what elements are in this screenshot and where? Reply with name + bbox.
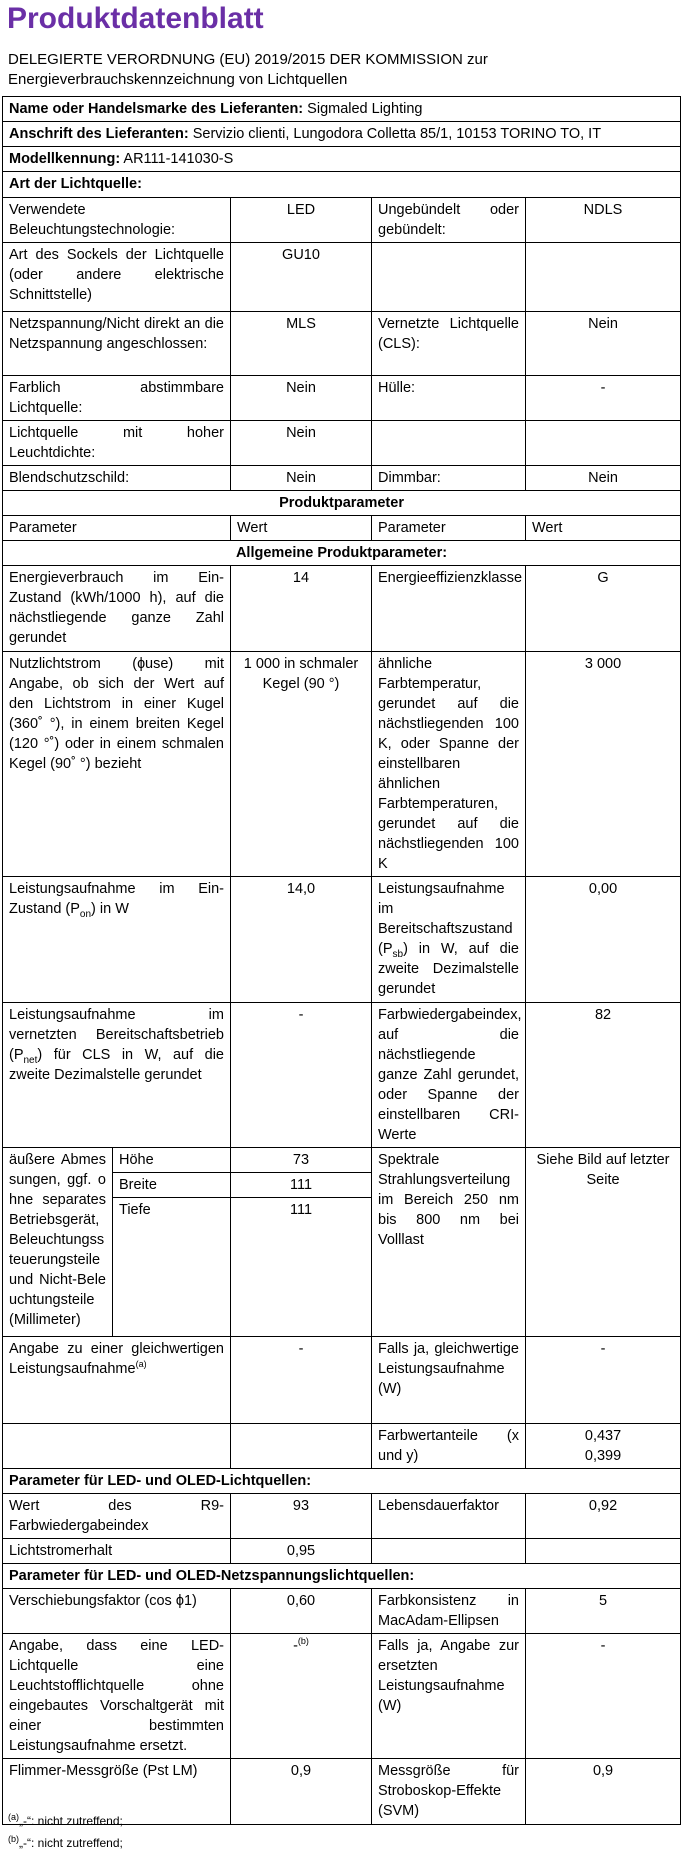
column-header-row — [3, 516, 681, 541]
stroboscopic-metric-value: 0,9 — [526, 1759, 681, 1825]
replacement-claim-label: Angabe, dass eine LED-Lichtquelle eine Leuchtstofflichtquelle ohne eingebautes Vorschaltgerät mit einer bestimmten Leistungsaufnahme ersetzt. — [3, 1634, 231, 1759]
colour-consistency-label: Farbkonsistenz in MacAdam-Ellipsen — [372, 1589, 526, 1634]
mains-parameters-heading: Parameter für LED- und OLED-Netzspannungslichtquellen: — [3, 1564, 681, 1589]
general-parameters-heading: Allgemeine Produktparameter: — [3, 541, 681, 566]
type-param: Farblich abstimmbare Lichtquelle: — [3, 376, 231, 421]
lumen-maintenance-value: 0,95 — [231, 1539, 372, 1564]
type-row — [3, 421, 681, 466]
energy-consumption-label: Energieverbrauch im Ein-Zustand (kWh/1000 h), auf die nächstliegende ganze Zahl gerundet — [3, 566, 231, 652]
dimensions-row — [3, 1148, 681, 1173]
type-param: Ungebündelt oder gebündelt: — [372, 198, 526, 243]
datasheet-table — [2, 96, 681, 1825]
type-param — [372, 421, 526, 466]
color-temperature-label: ähnliche Farbtemperatur, gerundet auf die nächstliegenden 100 K, oder Spanne der einstellbaren ähnlichen Farbtemperaturen, gerundet auf die nächstliegenden 100 K — [372, 652, 526, 877]
footnotes — [8, 1810, 123, 1854]
on-mode-power-value: 14,0 — [231, 877, 372, 1003]
regulation-subtitle: DELEGIERTE VERORDNUNG (EU) 2019/2015 DER KOMMISSION zur Energieverbrauchskennzeichnung von Lichtquellen — [8, 51, 488, 88]
supplier-address-row — [3, 122, 681, 147]
type-param: Vernetzte Lichtquelle (CLS): — [372, 312, 526, 376]
depth-value: 111 — [231, 1198, 372, 1337]
flux-row — [3, 652, 681, 877]
equivalent-power-row — [3, 1337, 681, 1424]
footnote-a: $^{(a)}$„-“: nicht zutreffend; — [8, 1812, 123, 1828]
efficiency-class-label: Energieeffizienzklasse — [372, 566, 526, 652]
type-row — [3, 376, 681, 421]
type-param: Netzspannung/Nicht direkt an die Netzspannung angeschlossen: — [3, 312, 231, 376]
replacement-row — [3, 1634, 681, 1759]
replacement-claim-value: -$^{(b)}$ — [231, 1634, 372, 1759]
type-value: GU10 — [231, 243, 372, 312]
network-standby-row — [3, 1003, 681, 1148]
cri-label: Farbwiedergabeindex, auf die nächstliegende ganze Zahl gerundet, oder Spanne der einstellbaren CRI-Werte — [372, 1003, 526, 1148]
chromaticity-row — [3, 1424, 681, 1469]
lumen-maintenance-row — [3, 1539, 681, 1564]
type-value: Nein — [526, 466, 681, 491]
supplier-address-value: Servizio clienti, Lungodora Colletta 85/1, 10153 TORINO TO, IT — [192, 126, 602, 142]
type-param: Dimmbar: — [372, 466, 526, 491]
type-row — [3, 243, 681, 312]
displacement-factor-value: 0,60 — [231, 1589, 372, 1634]
survival-factor-label: Lebensdauerfaktor — [372, 1494, 526, 1539]
type-param: Art des Sockels der Lichtquelle (oder andere elektrische Schnittstelle) — [3, 243, 231, 312]
replaced-power-label: Falls ja, Angabe zur ersetzten Leistungsaufnahme (W) — [372, 1634, 526, 1759]
type-param — [372, 243, 526, 312]
column-header-value: Wert — [526, 516, 681, 541]
width-label: Breite — [113, 1173, 231, 1198]
type-row — [3, 466, 681, 491]
spectral-distribution-value: Siehe Bild auf letzter Seite — [526, 1148, 681, 1337]
column-header-parameter: Parameter — [3, 516, 231, 541]
width-value: 111 — [231, 1173, 372, 1198]
supplier-name-value: Sigmaled Lighting — [307, 101, 423, 117]
equivalent-power-value: - — [231, 1337, 372, 1424]
flicker-metric-label: Flimmer-Messgröße (Pst LM) — [3, 1759, 231, 1825]
color-temperature-value: 3 000 — [526, 652, 681, 877]
type-value: Nein — [526, 312, 681, 376]
chromaticity-label: Farbwertanteile (x und y) — [372, 1424, 526, 1469]
led-parameters-heading: Parameter für LED- und OLED-Lichtquellen: — [3, 1469, 681, 1494]
equivalent-power-label: Angabe zu einer gleichwertigen Leistungsaufnahme$^{(a)}$ — [3, 1337, 231, 1424]
network-standby-power-value: - — [231, 1003, 372, 1148]
r9-value: 93 — [231, 1494, 372, 1539]
displacement-row — [3, 1589, 681, 1634]
column-header-parameter: Parameter — [372, 516, 526, 541]
model-row — [3, 147, 681, 172]
equivalent-power-watts-label: Falls ja, gleichwertige Leistungsaufnahme (W) — [372, 1337, 526, 1424]
type-value: Nein — [231, 376, 372, 421]
displacement-factor-label: Verschiebungsfaktor (cos ϕ1) — [3, 1589, 231, 1634]
on-mode-power-label: Leistungsaufnahme im Ein-Zustand $(P_{on})$ in W — [3, 877, 231, 1003]
energy-row — [3, 566, 681, 652]
chromaticity-y: 0,399 — [584, 1448, 622, 1464]
type-value: LED — [231, 198, 372, 243]
type-param: Verwendete Beleuchtungstechnologie: — [3, 198, 231, 243]
type-param: Lichtquelle mit hoher Leuchtdichte: — [3, 421, 231, 466]
replaced-power-value: - — [526, 1634, 681, 1759]
type-row — [3, 198, 681, 243]
type-param: Hülle: — [372, 376, 526, 421]
type-value: Nein — [231, 421, 372, 466]
height-value: 73 — [231, 1148, 372, 1173]
cri-value: 82 — [526, 1003, 681, 1148]
light-source-type-label: Art der Lichtquelle: — [3, 172, 681, 198]
stroboscopic-metric-label: Messgröße für Stroboskop-Effekte (SVM) — [372, 1759, 526, 1825]
supplier-name-row — [3, 97, 681, 122]
product-parameters-heading: Produktparameter — [3, 491, 681, 516]
useful-flux-label: Nutzlichtstrom (ɸuse) mit Angabe, ob sich der Wert auf den Lichtstrom in einer Kugel (360˚ °), in einem breiten Kegel (120 °˚) oder in einem schmalen Kegel (90˚ °) bezieht — [3, 652, 231, 877]
dimensions-label: äußere Abmessungen, ggf. ohne separates Betriebsgerät, Beleuchtungssteuerungsteile und Nicht-Beleuchtungsteile (Millimeter) — [3, 1148, 113, 1337]
type-value: MLS — [231, 312, 372, 376]
column-header-value: Wert — [231, 516, 372, 541]
energy-consumption-value: 14 — [231, 566, 372, 652]
empty-cell — [3, 1424, 231, 1469]
general-parameters-heading-row — [3, 541, 681, 566]
type-value: - — [526, 376, 681, 421]
type-row — [3, 312, 681, 376]
empty-cell — [372, 1539, 526, 1564]
lumen-maintenance-label: Lichtstromerhalt — [3, 1539, 231, 1564]
flicker-metric-value: 0,9 — [231, 1759, 372, 1825]
chromaticity-values — [526, 1424, 681, 1469]
type-param: Blendschutzschild: — [3, 466, 231, 491]
page-title: Produktdatenblatt — [7, 2, 264, 35]
chromaticity-x: 0,437 — [584, 1428, 622, 1444]
led-parameters-heading-row — [3, 1469, 681, 1494]
height-label: Höhe — [113, 1148, 231, 1173]
model-label: Modellkennung: — [9, 151, 121, 167]
type-value — [526, 421, 681, 466]
type-value — [526, 243, 681, 312]
empty-cell — [526, 1539, 681, 1564]
useful-flux-value: 1 000 in schmaler Kegel (90 °) — [231, 652, 372, 877]
supplier-name-label: Name oder Handelsmarke des Lieferanten: — [9, 101, 304, 117]
equivalent-power-watts-value: - — [526, 1337, 681, 1424]
product-parameters-heading-row — [3, 491, 681, 516]
standby-power-value: 0,00 — [526, 877, 681, 1003]
r9-row — [3, 1494, 681, 1539]
efficiency-class-value: G — [526, 566, 681, 652]
footnote-b: $^{(b)}$„-“: nicht zutreffend; — [8, 1834, 123, 1850]
type-value: Nein — [231, 466, 372, 491]
empty-cell — [231, 1424, 372, 1469]
r9-label: Wert des R9-Farbwiedergabeindex — [3, 1494, 231, 1539]
colour-consistency-value: 5 — [526, 1589, 681, 1634]
supplier-address-label: Anschrift des Lieferanten: — [9, 126, 189, 142]
type-value: NDLS — [526, 198, 681, 243]
standby-power-label: Leistungsaufnahme im Bereitschaftszustand $(P_{sb})$ in W, auf die zweite Dezimalstelle gerundet — [372, 877, 526, 1003]
network-standby-power-label: Leistungsaufnahme im vernetzten Bereitschaftsbetrieb $(P_{net})$ für CLS in W, auf die zweite Dezimalstelle gerundet — [3, 1003, 231, 1148]
depth-label: Tiefe — [113, 1198, 231, 1337]
model-value: AR111-141030-S — [123, 151, 234, 167]
light-source-type-row — [3, 172, 681, 198]
power-row — [3, 877, 681, 1003]
spectral-distribution-label: Spektrale Strahlungsverteilung im Bereich 250 nm bis 800 nm bei Volllast — [372, 1148, 526, 1337]
survival-factor-value: 0,92 — [526, 1494, 681, 1539]
mains-parameters-heading-row — [3, 1564, 681, 1589]
